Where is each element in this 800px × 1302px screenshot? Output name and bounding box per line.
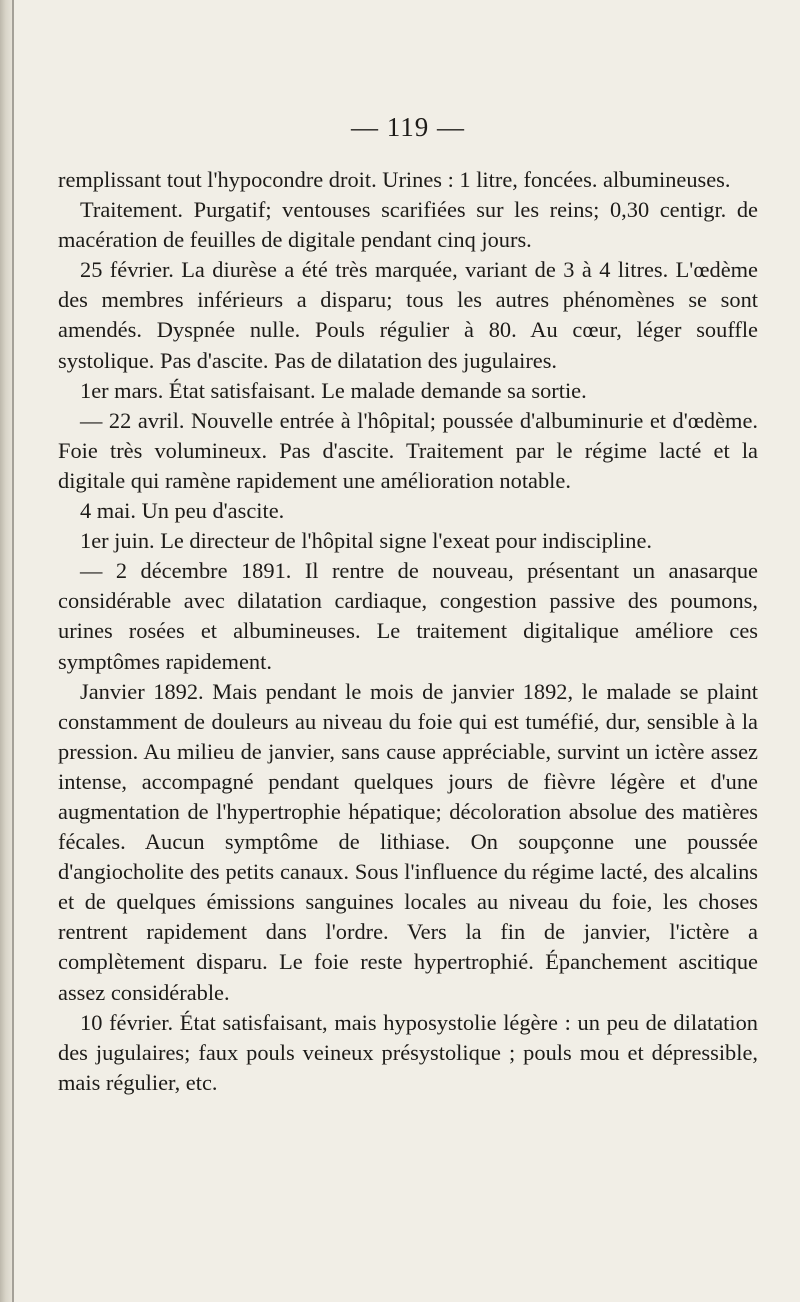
- body-text: [58, 165, 758, 1098]
- paragraph: — 2 décembre 1891. Il rentre de nouveau, présentant un anasarque considérable avec dilatation cardiaque, congestion passive des poumons, urines rosées et albumineuses. Le traitement digitalique améliore ces symptômes rapidement.: [58, 558, 758, 674]
- gutter-line: [12, 0, 14, 1302]
- paragraph: 4 mai. Un peu d'ascite.: [80, 498, 285, 524]
- book-page: [58, 112, 758, 1098]
- paragraph: remplissant tout l'hypocondre droit. Urines : 1 litre, foncées. albumineuses.: [58, 167, 731, 192]
- paragraph: Janvier 1892. Mais pendant le mois de janvier 1892, le malade se plaint constamment de douleurs au niveau du foie qui est tuméfié, dur, sensible à la pression. Au milieu de janvier, sans cause appréciable, survint un ictère assez intense, accompagné pendant quelques jours de fièvre légère et d'une augmentation de l'hypertrophie hépatique; décoloration absolue des matières fécales. Aucun symptôme de lithiase. On soupçonne une poussée d'angiocholite des petits canaux. Sous l'influence du régime lacté, des alcalins et de quelques émissions sanguines locales au niveau du foie, les choses rentrent rapidement dans l'ordre. Vers la fin de janvier, l'ictère a complètement disparu. Le foie reste hypertrophié. Épanchement ascitique assez considérable.: [58, 678, 758, 1005]
- paragraph: 10 février. État satisfaisant, mais hyposystolie légère : un peu de dilatation des jugulaires; faux pouls veineux présystolique ; pouls mou et dépressible, mais régulier, etc.: [58, 1009, 758, 1095]
- paragraph: 25 février. La diurèse a été très marquée, variant de 3 à 4 litres. L'œdème des membres inférieurs a disparu; tous les autres phénomènes se sont amendés. Dyspnée nulle. Pouls régulier à 80. Au cœur, léger souffle systolique. Pas d'ascite. Pas de dilatation des jugulaires.: [58, 257, 758, 373]
- paragraph: — 22 avril. Nouvelle entrée à l'hôpital; poussée d'albuminurie et d'œdème. Foie très volumineux. Pas d'ascite. Traitement par le régime lacté et la digitale qui ramène rapidement une amélioration notable.: [58, 407, 758, 493]
- paragraph: Traitement. Purgatif; ventouses scarifiées sur les reins; 0,30 centigr. de macération de feuilles de digitale pendant cinq jours.: [58, 197, 758, 253]
- page-number: — 119 —: [351, 112, 465, 142]
- paragraph: 1er mars. État satisfaisant. Le malade demande sa sortie.: [80, 377, 587, 403]
- paragraph: 1er juin. Le directeur de l'hôpital signe l'exeat pour indiscipline.: [80, 528, 653, 554]
